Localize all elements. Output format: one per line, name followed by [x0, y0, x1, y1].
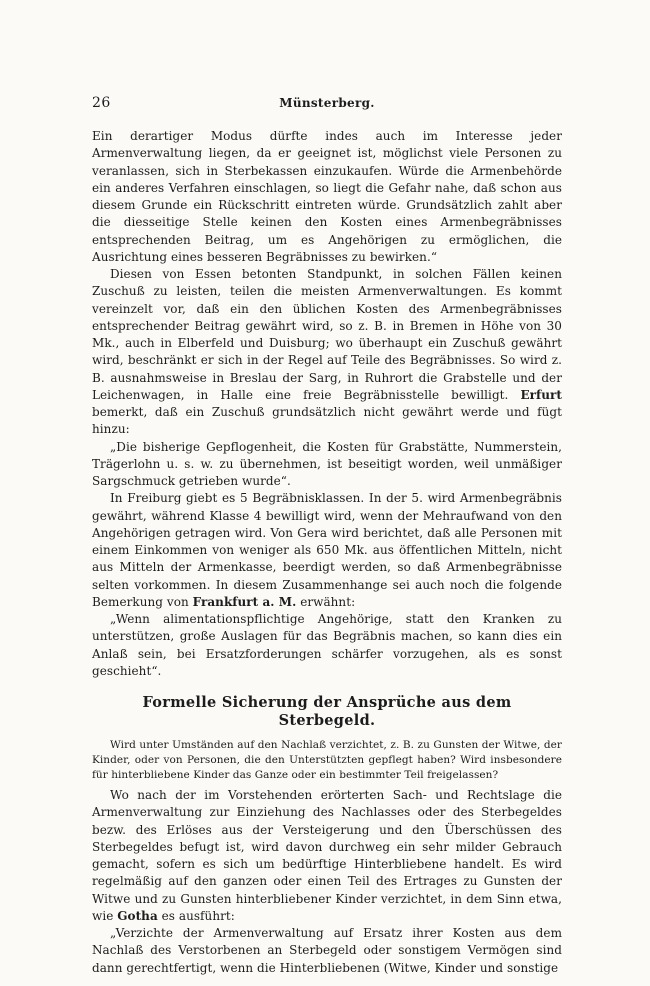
paragraph-text: Diesen von Essen betonten Standpunkt, in solchen Fällen keinen Zuschuß zu leisten, teilen die meisten Armenverwaltungen. Es kommt vereinzelt vor, daß ein den üblichen Kosten des Armenbegräbnisses entsprechender Beitrag gewährt wird, so z. B. in Bremen in Höhe von 30 Mk., auch in Elberfeld und Duisburg; wo überhaupt ein Zuschuß gewährt wird, beschränkt er sich in der Regel auf Teile des Begräbnisses. So wird z. B. ausnahmsweise in Breslau der Sarg, in Ruhrort die Grabstelle und der Leichenwagen, in Halle eine freie Begräbnisstelle bewilligt.: [92, 267, 562, 402]
paragraph-freiburg: [92, 490, 562, 611]
quote-frankfurt: „Wenn alimentationspflichtige Angehörige, statt den Kranken zu unterstützen, große Auslagen für das Begräbnis machen, so kann dies ein Anlaß sein, bei Ersatzforderungen schärfer vorzugehen, als es sonst geschieht“.: [92, 612, 562, 678]
paragraph-text: Wo nach der im Vorstehenden erörterten Sach- und Rechtslage die Armenverwaltung zur Einziehung des Nachlasses oder des Sterbegeldes bezw. des Erlöses aus der Versteigerung und den Überschüssen des Sterbegeldes befugt ist, wird davon durchweg ein sehr milder Gebrauch gemacht, sofern es sich um bedürftige Hinterbliebene handelt. Es wird regelmäßig auf den ganzen oder einen Teil des Ertrages zu Gunsten der Witwe und zu Gunsten hinterbliebener Kinder verzichtet, in dem Sinn etwa, wie: [92, 788, 562, 923]
paragraph-nachlass: [92, 787, 562, 925]
running-head: Münsterberg.: [279, 96, 375, 110]
city-erfurt: Erfurt: [520, 387, 562, 402]
paragraph-continuation: Ein derartiger Modus dürfte indes auch im Interesse jeder Armenverwaltung liegen, da er geeignet ist, möglichst viele Personen zu veranlassen, sich in Sterbekassen einzukaufen. Würde die Armenbehörde ein anderes Verfahren einschlagen, so liegt die Gefahr nahe, daß schon aus diesem Grunde ein Rückschritt eintreten würde. Grundsätzlich zahlt aber die diesseitige Stelle keinen den Kosten eines Armenbegräbnisses entsprechenden Beitrag, um es Angehörigen zu ermöglichen, die Ausrichtung eines besseren Begräbnisses zu bewirken.“: [92, 129, 562, 264]
page-header: [92, 95, 562, 115]
city-frankfurt: Frankfurt a. M.: [192, 594, 297, 609]
paragraph-text: In Freiburg giebt es 5 Begräbnisklassen. In der 5. wird Armenbegräbnis gewährt, während Klasse 4 bewilligt wird, wenn der Mehraufwand von den Angehörigen getragen wird. Von Gera wird berichtet, daß alle Personen mit einem Einkommen von weniger als 650 Mk. aus öffentlichen Mitteln, nicht aus Mitteln der Armenkasse, beerdigt werden, so daß Armenbegräbnisse selten vorkommen. In diesem Zusammenhange sei auch noch die folgende Bemerkung von: [92, 491, 562, 609]
paragraph-text: erwähnt:: [296, 594, 356, 609]
paragraph-text: bemerkt, daß ein Zuschuß grundsätzlich nicht gewährt werde und fügt hinzu:: [92, 405, 562, 437]
quote-gotha: „Verzichte der Armenverwaltung auf Ersatz ihrer Kosten aus dem Nachlaß des Verstorbenen an Sterbegeld oder sonstigem Vermögen sind dann gerechtfertigt, wenn die Hinterbliebenen (Witwe, Kinder und sonstige: [92, 926, 562, 975]
paragraph-essen: [92, 266, 562, 439]
city-gotha: Gotha: [117, 908, 158, 923]
page-number: 26: [92, 95, 111, 111]
paragraph-text: es ausführt:: [157, 908, 235, 923]
body-text: [92, 128, 562, 977]
section-summary: Wird unter Umständen auf den Nachlaß verzichtet, z. B. zu Gunsten der Witwe, der Kinder, oder von Personen, die den Unterstützten gepflegt haben? Wird insbesondere für hinterbliebene Kinder das Ganze oder ein bestimmter Teil freigelassen?: [92, 739, 562, 781]
section-heading: Formelle Sicherung der Ansprüche aus dem Sterbegeld.: [142, 694, 512, 729]
quote-erfurt: „Die bisherige Gepflogenheit, die Kosten für Grabstätte, Nummerstein, Trägerlohn u. s. w. zu übernehmen, ist beseitigt worden, weil unmäßiger Sargschmuck getrieben wurde“.: [92, 439, 562, 488]
